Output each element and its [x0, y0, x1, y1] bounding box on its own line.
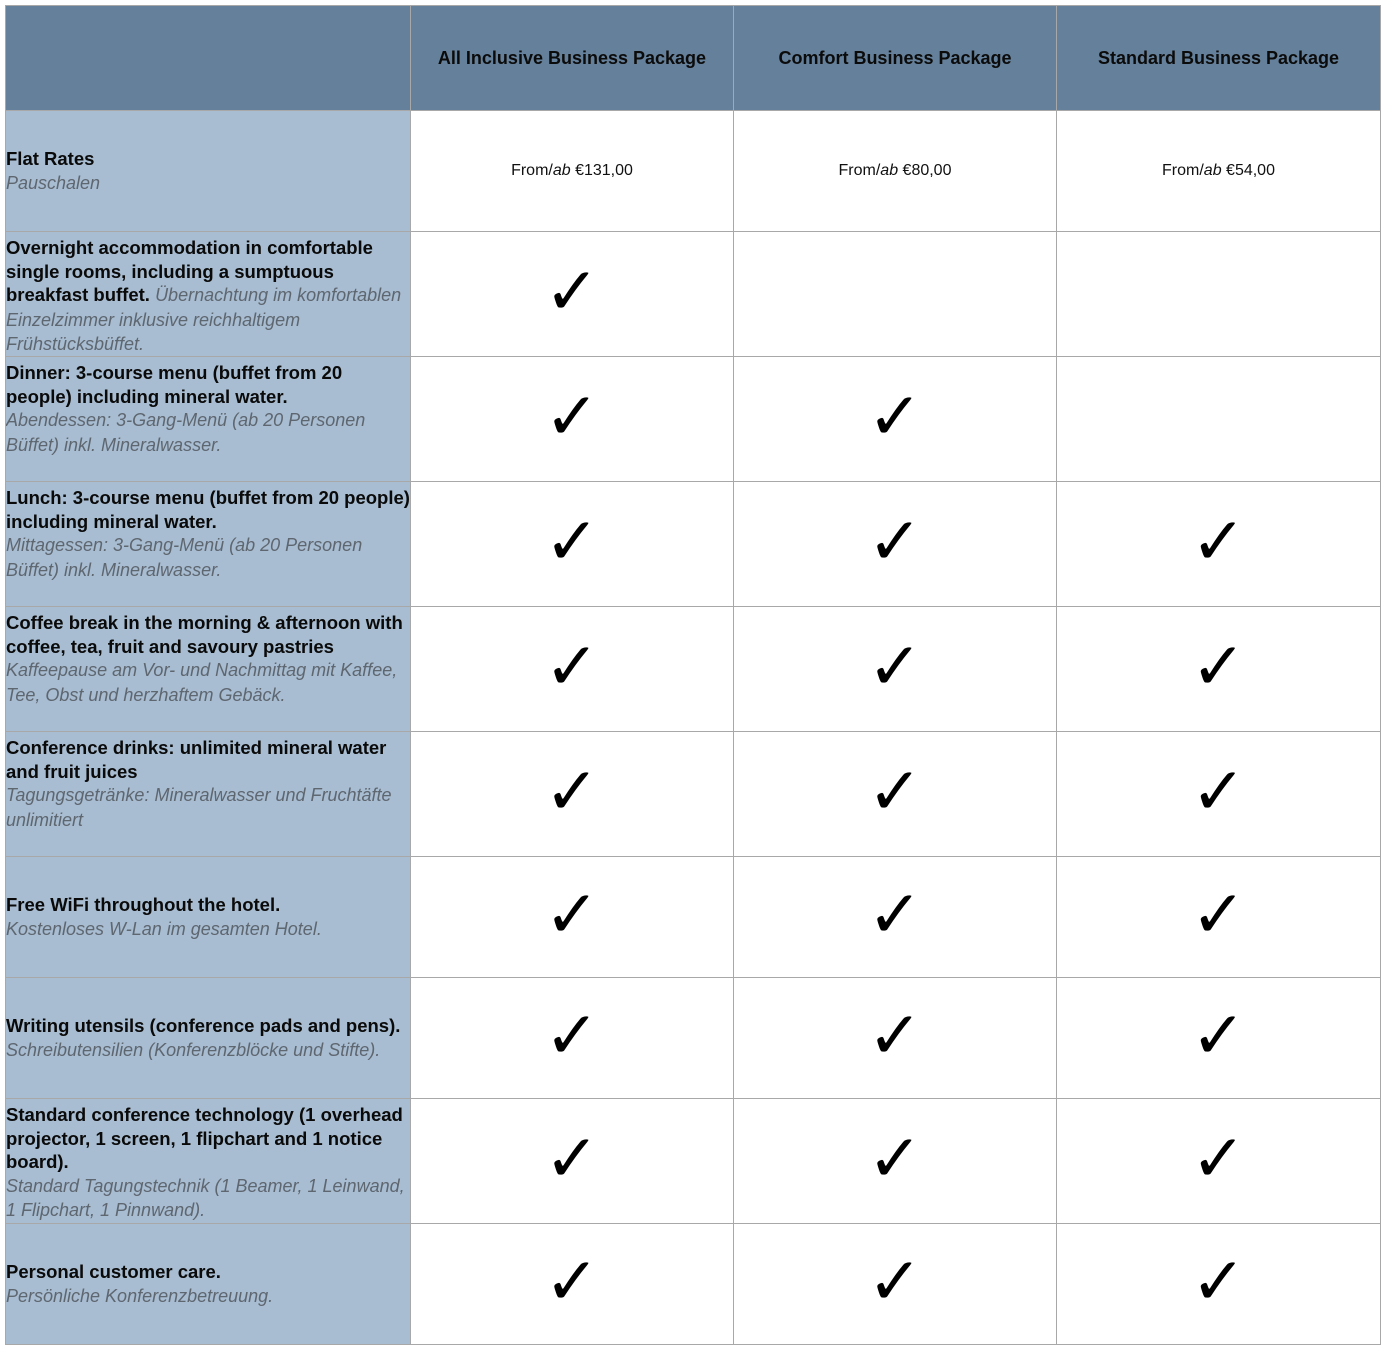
- checkmark-icon: ✓: [1190, 628, 1247, 705]
- check-cell-standard: [1057, 357, 1381, 482]
- feature-label-cell: [6, 232, 411, 357]
- check-cell-comfort: [734, 1224, 1057, 1345]
- column-header-standard: Standard Business Package: [1057, 6, 1381, 111]
- column-header-comfort: Comfort Business Package: [734, 6, 1057, 111]
- price-cell-standard: [1057, 111, 1381, 232]
- check-cell-comfort: [734, 978, 1057, 1099]
- package-comparison-table: [5, 5, 1381, 1345]
- feature-label-german: Tagungsgetränke: Mineralwasser und Fruchtäfte unlimitiert: [6, 785, 392, 830]
- flat-rates-label-cell: [6, 111, 411, 232]
- checkmark-icon: ✓: [544, 876, 600, 953]
- feature-label: Lunch: 3-course menu (buffet from 20 people) including mineral water.: [6, 487, 410, 532]
- checkmark-icon: ✓: [544, 253, 600, 330]
- check-cell-standard: [1057, 1224, 1381, 1345]
- feature-row: [6, 732, 1381, 857]
- price-cell-all-inclusive: [411, 111, 734, 232]
- checkmark-icon: ✓: [867, 1120, 923, 1197]
- feature-label-cell: [6, 482, 411, 607]
- feature-label: Coffee break in the morning & afternoon with coffee, tea, fruit and savoury pastries: [6, 612, 403, 657]
- checkmark-icon: ✓: [544, 753, 600, 830]
- checkmark-icon: ✓: [867, 876, 923, 953]
- feature-label-cell: [6, 607, 411, 732]
- feature-row: [6, 1224, 1381, 1345]
- checkmark-icon: ✓: [1190, 876, 1247, 953]
- feature-label-german: Standard Tagungstechnik (1 Beamer, 1 Leinwand, 1 Flipchart, 1 Pinnwand).: [6, 1175, 405, 1220]
- check-cell-standard: [1057, 1099, 1381, 1224]
- feature-label: Free WiFi throughout the hotel.: [6, 894, 281, 915]
- check-cell-comfort: [734, 732, 1057, 857]
- check-cell-comfort: [734, 607, 1057, 732]
- feature-row: [6, 482, 1381, 607]
- checkmark-icon: ✓: [867, 997, 923, 1074]
- checkmark-icon: ✓: [544, 378, 600, 455]
- check-cell-standard: [1057, 732, 1381, 857]
- feature-label-german: Mittagessen: 3-Gang-Menü (ab 20 Personen Büffet) inkl. Mineralwasser.: [6, 535, 363, 580]
- feature-label-cell: [6, 857, 411, 978]
- check-cell-comfort: [734, 357, 1057, 482]
- feature-row: [6, 978, 1381, 1099]
- feature-label-cell: [6, 1224, 411, 1345]
- feature-label: Personal customer care.: [6, 1261, 221, 1282]
- feature-label: Dinner: 3-course menu (buffet from 20 people) including mineral water.: [6, 362, 343, 407]
- check-cell-comfort: [734, 1099, 1057, 1224]
- column-header-all-inclusive: All Inclusive Business Package: [411, 6, 734, 111]
- checkmark-icon: ✓: [1190, 997, 1247, 1074]
- checkmark-icon: ✓: [867, 378, 923, 455]
- check-cell-all-inclusive: [411, 978, 734, 1099]
- check-cell-all-inclusive: [411, 482, 734, 607]
- feature-label: Standard conference technology (1 overhead projector, 1 screen, 1 flipchart and 1 notice board).: [6, 1104, 403, 1172]
- feature-label-german: Persönliche Konferenzbetreuung.: [6, 1285, 274, 1306]
- feature-row: [6, 857, 1381, 978]
- flat-rates-label: Flat Rates: [6, 148, 95, 169]
- feature-label: Writing utensils (conference pads and pens).: [6, 1015, 401, 1036]
- feature-label-german: Abendessen: 3-Gang-Menü (ab 20 Personen Büffet) inkl. Mineralwasser.: [6, 410, 366, 455]
- check-cell-all-inclusive: [411, 357, 734, 482]
- check-cell-comfort: [734, 857, 1057, 978]
- checkmark-icon: ✓: [544, 503, 600, 580]
- check-cell-all-inclusive: [411, 732, 734, 857]
- flat-rates-row: [6, 111, 1381, 232]
- checkmark-icon: ✓: [1190, 753, 1247, 830]
- check-cell-comfort: [734, 482, 1057, 607]
- feature-row: [6, 607, 1381, 732]
- feature-label-cell: [6, 357, 411, 482]
- check-cell-all-inclusive: [411, 1099, 734, 1224]
- checkmark-icon: ✓: [867, 628, 923, 705]
- checkmark-icon: ✓: [1190, 1243, 1247, 1320]
- checkmark-icon: ✓: [1190, 503, 1247, 580]
- checkmark-icon: ✓: [867, 753, 923, 830]
- check-cell-comfort: [734, 232, 1057, 357]
- check-cell-all-inclusive: [411, 857, 734, 978]
- checkmark-icon: ✓: [867, 503, 923, 580]
- feature-label-german: Kaffeepause am Vor- und Nachmittag mit Kaffee, Tee, Obst und herzhaftem Gebäck.: [6, 660, 398, 705]
- check-cell-all-inclusive: [411, 607, 734, 732]
- check-cell-all-inclusive: [411, 232, 734, 357]
- feature-label-cell: [6, 1099, 411, 1224]
- checkmark-icon: ✓: [544, 1243, 600, 1320]
- price-standard: From/ab €54,00: [1162, 162, 1275, 179]
- checkmark-icon: ✓: [544, 628, 600, 705]
- checkmark-icon: ✓: [544, 997, 600, 1074]
- check-cell-standard: [1057, 607, 1381, 732]
- feature-label-german: Schreibutensilien (Konferenzblöcke und Stifte).: [6, 1039, 381, 1060]
- feature-label: Conference drinks: unlimited mineral water and fruit juices: [6, 737, 387, 782]
- feature-row: [6, 232, 1381, 357]
- checkmark-icon: ✓: [544, 1120, 600, 1197]
- price-cell-comfort: [734, 111, 1057, 232]
- check-cell-standard: [1057, 232, 1381, 357]
- checkmark-icon: ✓: [867, 1243, 923, 1320]
- check-cell-standard: [1057, 978, 1381, 1099]
- feature-row: [6, 1099, 1381, 1224]
- price-comfort: From/ab €80,00: [838, 162, 952, 179]
- feature-label: Overnight accommodation in comfortable single rooms, including a sumptuous breakfast buffet.: [6, 237, 373, 305]
- flat-rates-label-german: Pauschalen: [6, 172, 101, 193]
- feature-label-cell: [6, 978, 411, 1099]
- feature-label-cell: [6, 732, 411, 857]
- header-row: [6, 6, 1381, 111]
- header-corner-cell: [6, 6, 411, 111]
- check-cell-standard: [1057, 857, 1381, 978]
- price-all-inclusive: From/ab €131,00: [511, 162, 633, 179]
- check-cell-all-inclusive: [411, 1224, 734, 1345]
- feature-label-german: Übernachtung im komfortablen Einzelzimmer inklusive reichhaltigem Frühstücksbüffet.: [6, 285, 402, 354]
- feature-label-german: Kostenloses W-Lan im gesamten Hotel.: [6, 918, 322, 939]
- checkmark-icon: ✓: [1190, 1120, 1247, 1197]
- feature-row: [6, 357, 1381, 482]
- check-cell-standard: [1057, 482, 1381, 607]
